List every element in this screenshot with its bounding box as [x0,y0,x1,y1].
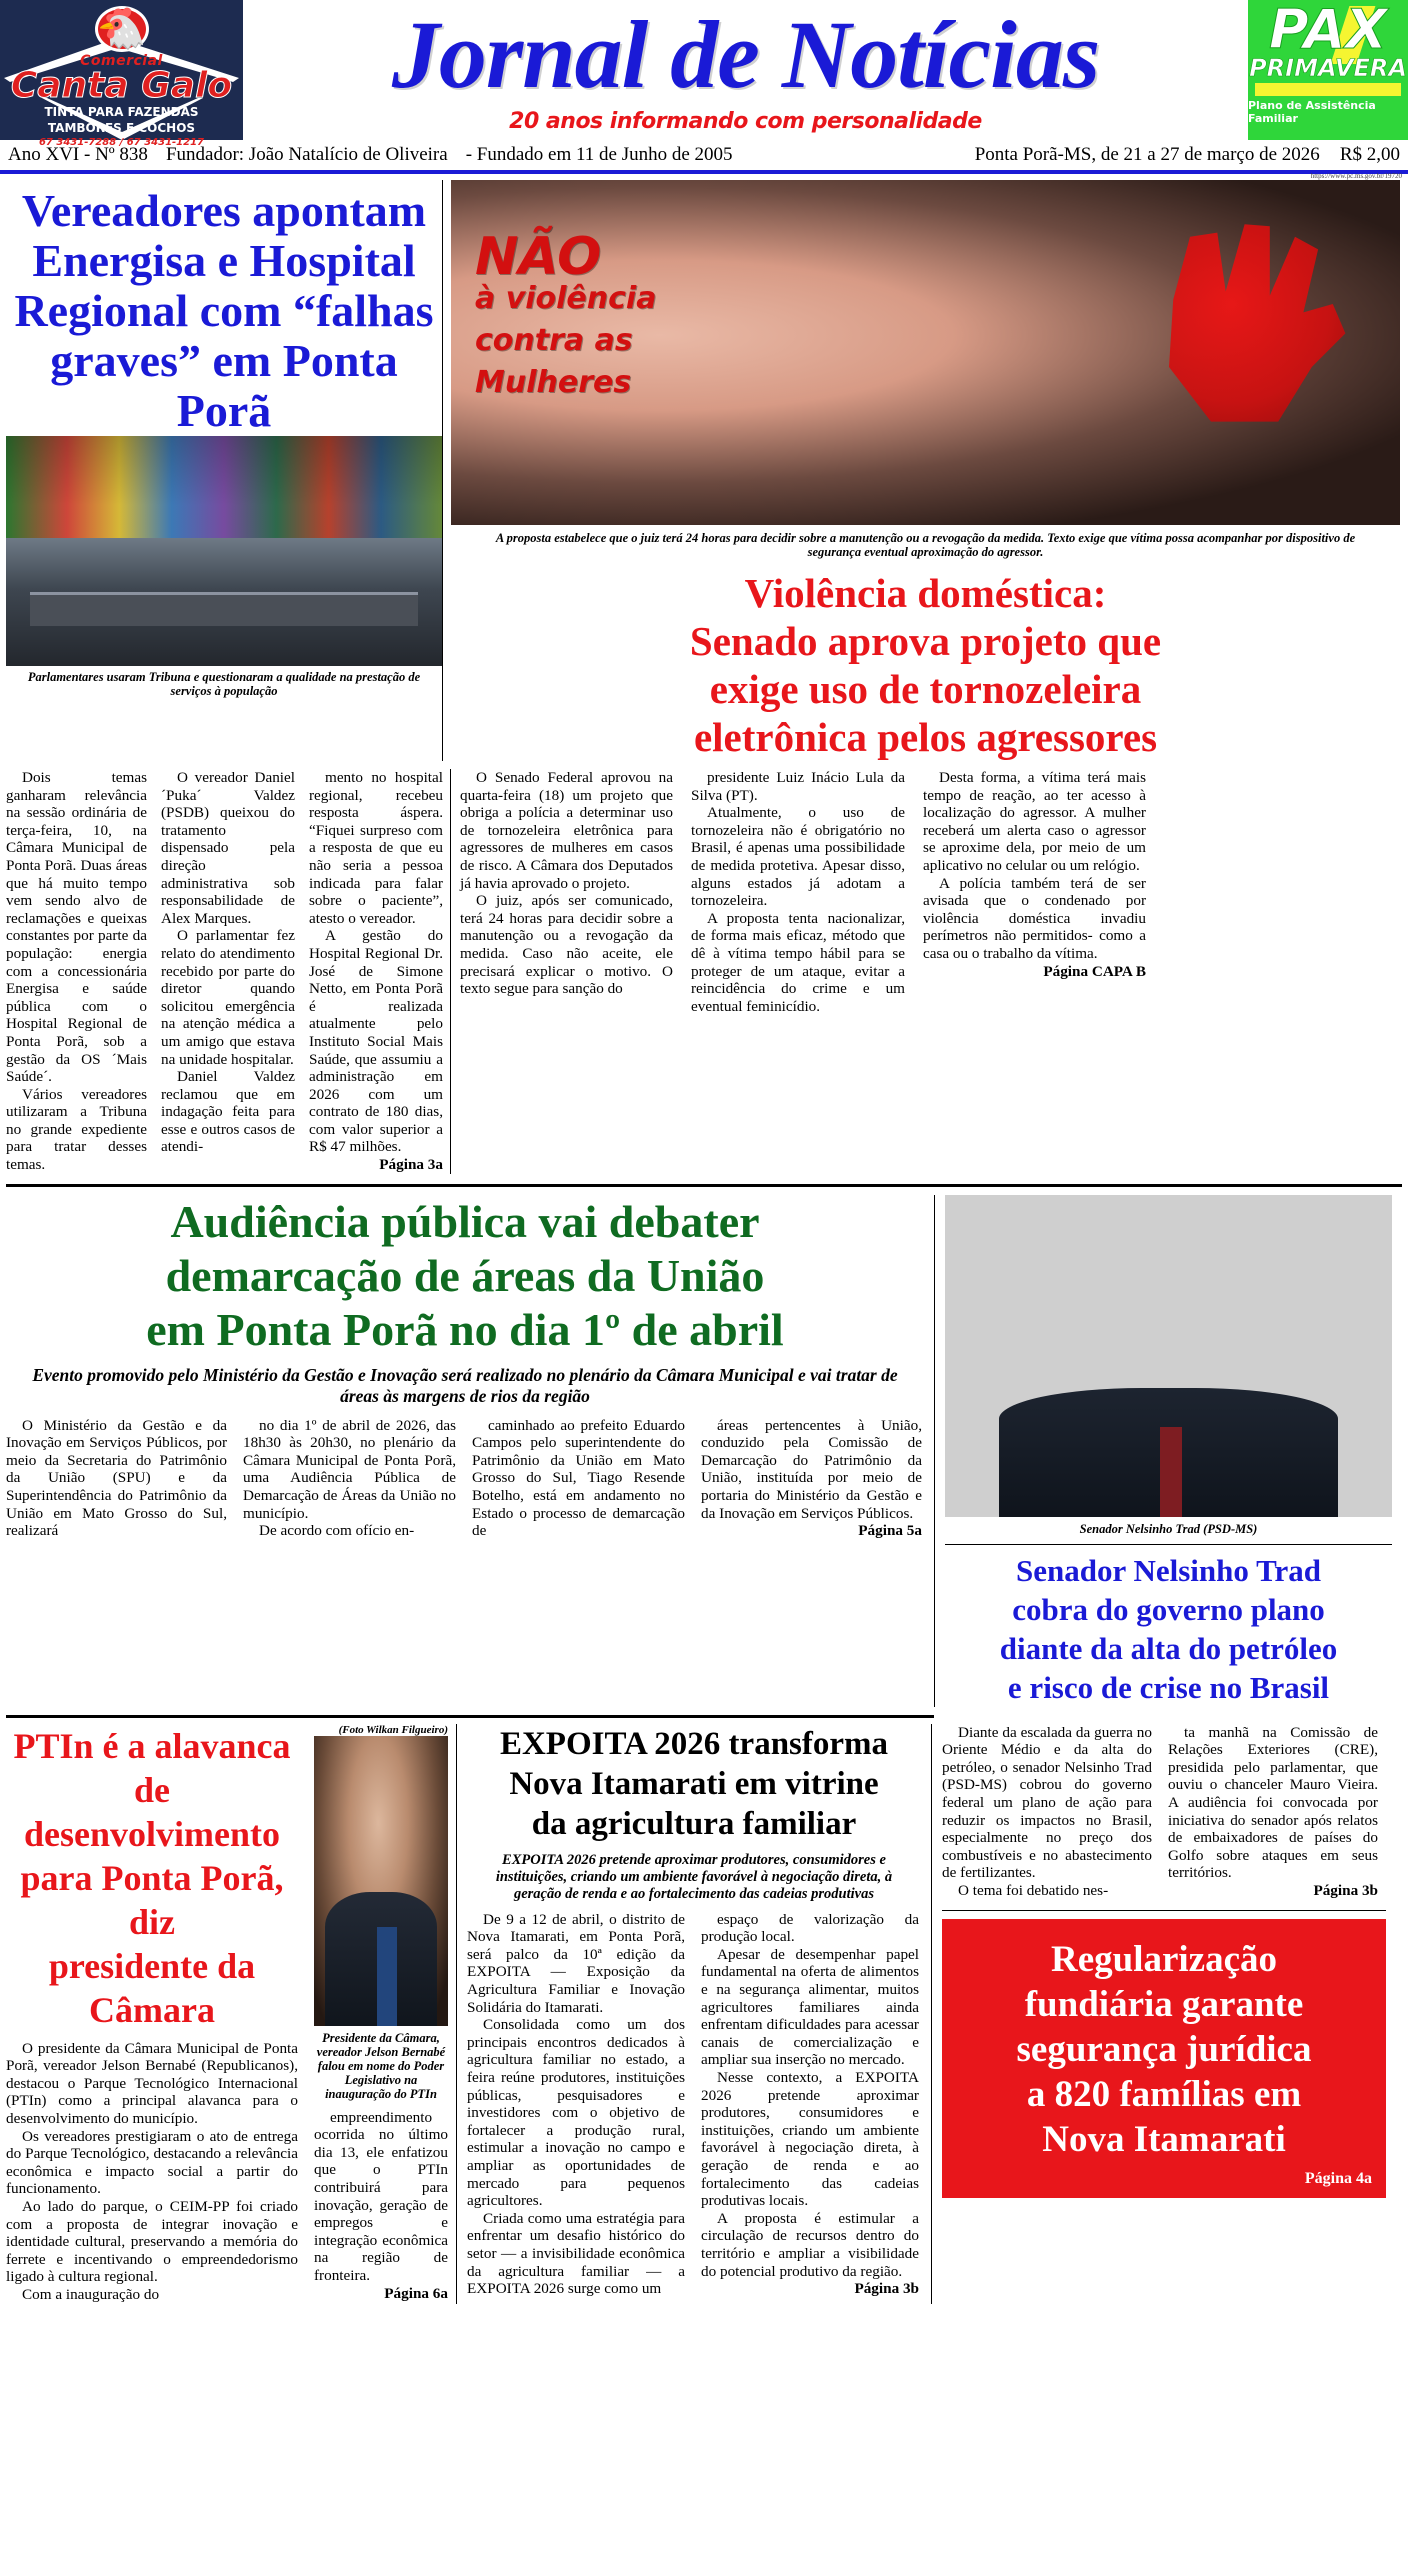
audiencia-col-4: áreas pertencentes à União, conduzido pela Comissão de Demarcação do Patrimônio da União, instituída por meio de portaria do Ministério da Gestão e da Inovação em Serviços Públicos. Página 5a [701,1416,922,1540]
founded-date: - Fundado em 11 de Junho de 2005 [465,144,733,165]
page-title: Jornal de Notícias [391,0,1100,108]
ad-line1: TINTA PARA FAZENDAS [44,105,199,119]
lead-left-column [6,180,442,761]
masthead [0,0,1408,148]
headline-audiencia: Audiência pública vai debater demarcação de áreas da União em Ponta Porã no dia 1º de abril [146,1195,784,1355]
photo-senador-trad [945,1195,1392,1517]
page-ref-6a[interactable]: Página 6a [384,2284,448,2302]
audiencia-left [6,1195,934,1707]
body-col-3: mento no hospital regional, recebeu resposta áspera. “Fiquei surpreso com a resposta de que eu não seria a pessoa indicada para falar sobre o paciente”, atesto o vereador. A gestão do Hospital Regional Dr. José de Simone Netto, em Ponta Porã é realizada atualmente pelo Instituto Social Mais Saúde, que assumiu a administração em 2026 com um contrato de 180 dias, com valor superior a R$ 47 milhões. Página 3a [309,769,443,1174]
source-url: https://www.pc.ms.gov.br/19720 [1310,172,1402,180]
masthead-slogan: 20 anos informando com personalidade [509,108,982,134]
ad-phones: 67 3431-7288 / 67 3431-1217 [38,137,205,148]
kicker-audiencia: Evento promovido pelo Ministério da Gestão e Inovação será realizado no plenário da Câmara Municipal e vai tratar de áreas às margens de rios da região [32,1364,898,1406]
page-ref-3b-expoita[interactable]: Página 3b [854,2280,919,2298]
ptin-body-1: O presidente da Câmara Municipal de Ponta Porã, vereador Jelson Bernabé (Republicanos), destacou o Parque Tecnológico Internacional (PTIn) como a principal alavanca para o desenvolvimento do município. Os vereadores prestigiaram o ato de entrega do Parque Tecnológico, destacando a relevância econômica e impacto social a partir do funcionamento. Ao lado do parque, o CEIM-PP foi criado com a proposta de integrar inovação e identidade cultural, preservando a memória do ferrete e incentivando o empreendedorismo ligado à cultura regional. Com a inauguração do [6,2039,298,2303]
photo-caption-trad: Senador Nelsinho Trad (PSD-MS) [1079,1521,1258,1536]
page-ref-3a[interactable]: Página 3a [379,1156,443,1174]
body-col-5: presidente Luiz Inácio Lula da Silva (PT). Atualmente, o uso de tornozeleira não é obrigatório no Brasil, é apenas uma possibilidade de medida protetiva. Apesar disso, alguns estados já adotam a tornozeleira. A proposta tenta nacionalizar, de forma mais eficaz, método que dê à vítima tempo hábil para se proteger de um ataque, evitar a reincidência do crime e um eventual feminicídio. [691,769,905,1015]
ptin-body-2: empreendimento ocorrida no último dia 13, ele enfatizou que o PTIn contribuirá para inovação, geração de empregos e integração econômica na região de fronteira. Página 6a [314,2108,448,2302]
headline-expoita: EXPOITA 2026 transforma Nova Itamarati em vitrine da agricultura familiar [499,1725,889,1842]
photo-violence-poster [451,180,1400,525]
page-ref-5a[interactable]: Página 5a [858,1522,922,1540]
audiencia-col-2: no dia 1º de abril de 2026, das 18h30 às 20h30, no plenário da Câmara Municipal de Ponta Porã, uma Audiência Pública de Demarcação de Áreas da União no município. De acordo com ofício en- [243,1416,456,1540]
audiencia-right-photo [934,1195,1392,1707]
section-divider-2 [6,1715,934,1718]
red-hand-icon [1148,220,1358,430]
section-divider-1 [6,1184,1402,1187]
trad-col-1: Diante da escalada da guerra no Oriente Médio e da alta do petróleo, o senador Nelsinho Trad (PSD-MS) cobrou do governo federal um plano de ação para reduzir os impactos no Brasil, especialmente no preço dos combustíveis e no abastecimento de fertilizantes. O tema foi debatido nes- [942,1723,1152,1899]
divider-redbox [942,1910,1386,1911]
red-box-regularizacao[interactable] [942,1919,1386,2198]
caption-violence: A proposta estabelece que o juiz terá 24 horas para decidir sobre a manutenção ou a revogação da medida. Texto exige que vítima possa acompanhar por dispositivo de segurança eventual aproximação do agressor. [495,531,1356,559]
ad-brand-big: Canta Galo [10,65,233,106]
pax-tagline: Plano de Assistência Familiar [1248,99,1376,125]
body-col-4: O Senado Federal aprovou na quarta-feira (18) um projeto que obriga a polícia a determinar uso de tornozeleira eletrônica para agressores de mulheres em casos de risco. A Câmara dos Deputados já havia aprovado o projeto. O juiz, após ser comunicado, terá 24 horas para decidir sobre a manutenção ou a revogação da medida. Caso não aceite, ele precisará explicar o motivo. O texto segue para sanção do [450,769,682,1174]
poster-text: NÃO à violência contra as Mulheres [475,227,657,400]
expoita-col-2: espaço de valorização da produção local. Apesar de desempenhar papel fundamental na oferta de alimentos e na segurança alimentar, muitos agricultores familiares ainda enfrentam dificuldades para acessar canais de comercialização e ampliar sua inserção no mercado. Nesse contexto, a EXPOITA 2026 pretende aproximar produtores, consumidores e instituições, criando um ambiente favorável à negociação direta, à geração de renda e ao fortalecimento das cadeias produtivas locais. A proposta é estimular a circulação de recursos dentro do território e ampliar a visibilidade do potencial produtivo da região. Página 3b [701,1910,919,2298]
body-col-2: O vereador Daniel ´Puka´ Valdez (PSDB) queixou do tratamento dispensado pela direção administrativa sob responsabilidade de Alex Marques. O parlamentar fez relato do atendimento recebido por parte do diretor quando solicitou emergência na atenção médica a um amigo que estava na unidade hospitalar. Daniel Valdez reclamou que em indagação feita para esse e outros casos de atendi- [161,769,295,1156]
bottom-right [931,1724,1386,2304]
expoita-col-1: De 9 a 12 de abril, o distrito de Nova Itamarati, em Ponta Porã, será palco da 10ª edição da EXPOITA — Exposição da Agricultura Familiar e Inovação Solidária do Itamarati. Consolidada como um dos principais encontros dedicados à agricultura familiar no estado, a feira reúne produtores, instituições públicas, pesquisadores e investidores com o objetivo de fortalecer a produção rural, estimular a inovação no campo e ampliar as oportunidades de mercado para pequenos agricultores. Criada como uma estratégia para enfrentar um desafio histórico do setor — a invisibilidade econômica da agricultura familiar — a EXPOITA 2026 surge como um [467,1910,685,2298]
photo-credit-ptin: (Foto Wilkan Filgueiro) [338,1723,448,1736]
pax-yellow-bar [1255,83,1401,96]
red-box-headline: Regularização fundiária garante segurança jurídica a 820 famílias em Nova Itamarati [1016,1938,1312,2160]
lead-right-column [442,180,1400,761]
bottom-expoita [456,1724,931,2304]
founder-name: Fundador: João Natalício de Oliveira [165,144,448,165]
page-ref-4a[interactable]: Página 4a [1304,2169,1372,2187]
masthead-title-area [243,0,1248,140]
lead-body-columns [0,761,1408,1174]
trad-body-columns [942,1724,1386,1900]
divider-trad [945,1544,1392,1545]
page-ref-capa-b[interactable]: Página CAPA B [1043,962,1146,980]
section-lead [0,180,1408,761]
ad-pax-primavera[interactable] [1248,0,1408,140]
place-date: Ponta Porã-MS, de 21 a 27 de março de 2026 [974,144,1320,165]
ad-brand-small: Comercial [80,53,163,69]
section-audiencia [0,1195,1408,1707]
expoita-body-columns [467,1911,921,2298]
info-bar [0,140,1408,168]
rooster-icon: 🐔 [95,6,149,52]
bottom-ptin-photo-col [306,1724,456,2304]
section-bottom [0,1724,1408,2304]
photo-camara-session [6,436,442,666]
headline-ptin: PTIn é a alavanca de desenvolvimento para Ponta Porã, diz presidente da Câmara [13,1725,291,2030]
lead-headline: Vereadores apontam Energisa e Hospital Regional com “falhas graves” em Ponta Porã [14,185,434,436]
page-ref-3b-trad[interactable]: Página 3b [1313,1882,1378,1899]
audiencia-body-columns [6,1417,924,1540]
trad-col-2: ta manhã na Comissão de Relações Exteriores (CRE), presidida pelo parlamentar, que ouviu o chanceler Mauro Vieira. A audiência foi convocada por iniciativa do senador após relatos de embaixadores de países do Golfo sobre ataques em seus territórios. Página 3b [1168,1723,1378,1899]
audiencia-col-1: O Ministério da Gestão e da Inovação em Serviços Públicos, por meio da Secretaria do Patrimônio da União (SPU) e da Superintendência do Patrimônio da União em Mato Grosso do Sul, realizará [6,1416,227,1540]
pax-brand: PAX [1268,0,1388,61]
photo-caption-presidente: Presidente da Câmara, vereador Jelson Bernabé falou em nome do Poder Legislativo na inauguração do PTIn [316,2030,446,2101]
issue-number: Ano XVI - Nº 838 [8,144,148,165]
photo-caption-camara: Parlamentares usaram Tribuna e questionaram a qualidade na prestação de serviços à população [27,670,421,698]
ad-line2: TAMBORES E COCHOS [47,121,196,135]
audiencia-col-3: caminhado ao prefeito Eduardo Campos pelo superintendente do Patrimônio da União em Mato Grosso do Sul, Tiago Resende Botelho, está em andamento no Estado o processo de demarcação de [472,1416,685,1540]
bottom-ptin [6,1724,306,2304]
body-col-1: Dois temas ganharam relevância na sessão ordinária de terça-feira, 10, na Câmara Municipal de Ponta Porã. Duas áreas que há muito tempo vem sendo alvo de reclamações e queixas constantes por parte da população: energia com a concessionária Energisa e saúde pública com o Hospital Regional de Ponta Porã, sob a gestão da OS ´Mais Saúde´. Vários vereadores utilizaram a Tribuna no grande expediente para tratar desses temas. [6,769,147,1174]
ad-canta-galo[interactable] [0,0,243,148]
pax-brand2: PRIMAVERA [1249,54,1407,82]
kicker-expoita: EXPOITA 2026 pretende aproximar produtores, consumidores e instituições, criando um ambiente favorável à negociação direta, à geração de renda e ao fortalecimento das cadeias produtivas [495,1851,893,1902]
body-col-6: Desta forma, a vítima terá mais tempo de reação, ao ter acesso à localização do agressor. A mulher receberá um alerta caso o agressor se aproxime dela, por meio de um aplicativo no celular ou um relógio. A polícia também terá de ser avisada que o condenado por violência doméstica invadiu perímetros não permitidos- como a casa ou o trabalho da vítima. Página CAPA B [923,769,1146,980]
headline-nelsinho-trad: Senador Nelsinho Trad cobra do governo plano diante da alta do petróleo e risco de crise no Brasil [999,1552,1338,1705]
headline-violencia-domestica: Violência doméstica: Senado aprova projeto que exige uso de tornozeleira eletrônica pelos agressores [689,570,1162,760]
price: R$ 2,00 [1339,144,1400,165]
photo-presidente-camara [314,1736,448,2026]
